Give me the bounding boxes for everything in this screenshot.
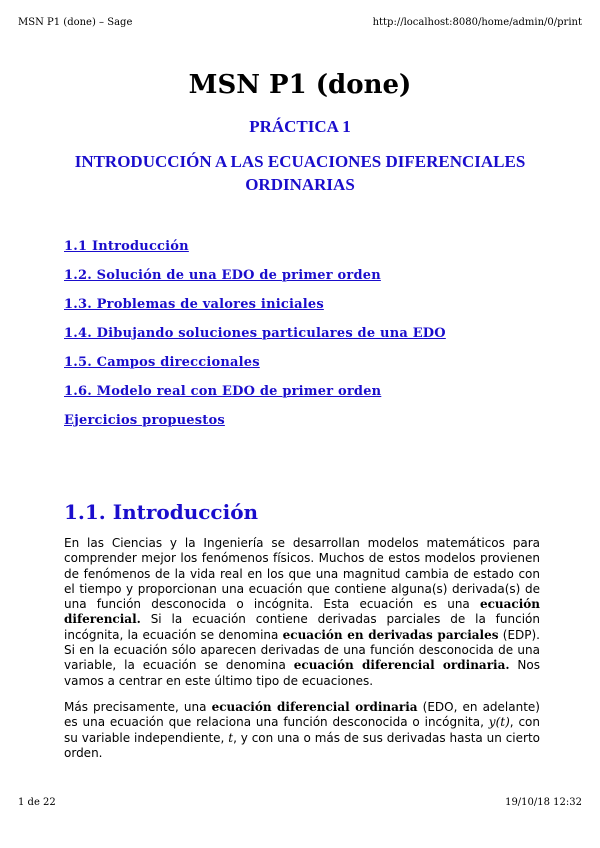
- term-edp: ecuación en derivadas parciales: [282, 627, 499, 642]
- toc-item: [64, 324, 446, 353]
- toc-link-valores-iniciales[interactable]: 1.3. Problemas de valores iniciales: [64, 297, 324, 312]
- print-timestamp: 19/10/18 12:32: [505, 797, 582, 808]
- text-run: , y con una o más de sus derivadas hasta un cierto orden.: [64, 730, 540, 760]
- term-ecuacion-diferencial: ecuación diferencial.: [64, 597, 540, 627]
- text-run: Si la ecuación contiene derivadas parciales de la función incógnita, la ecuación se denomina: [64, 612, 540, 642]
- practice-number: PRÁCTICA 1: [249, 117, 351, 136]
- page-counter: 1 de 22: [18, 797, 56, 808]
- text-run: Más precisamente, una: [64, 700, 212, 714]
- math-y-of-t: y(t): [488, 715, 510, 730]
- intro-paragraph: [64, 536, 540, 689]
- practice-title: INTRODUCCIÓN A LAS ECUACIONES DIFERENCIALES ORDINARIAS: [74, 152, 526, 194]
- toc-item: [64, 411, 446, 440]
- toc-link-modelo-real[interactable]: 1.6. Modelo real con EDO de primer orden: [64, 384, 382, 399]
- text-run: (EDP). Si en la ecuación sólo aparecen derivadas de una función desconocida de una variable, la ecuación se denomina: [64, 627, 540, 673]
- table-of-contents: [64, 237, 446, 440]
- math-t: t: [228, 730, 234, 745]
- text-run: Nos vamos a centrar en este último tipo de ecuaciones.: [64, 658, 540, 688]
- section-heading: 1.1. Introducción: [64, 500, 259, 524]
- term-edo: ecuación diferencial ordinaria.: [293, 658, 510, 673]
- definition-paragraph: [64, 700, 540, 761]
- toc-item: [64, 295, 446, 324]
- toc-item: [64, 382, 446, 411]
- toc-link-ejercicios[interactable]: Ejercicios propuestos: [64, 413, 225, 428]
- toc-item: [64, 266, 446, 295]
- toc-item: [64, 353, 446, 382]
- text-run: , con su variable independiente,: [64, 715, 540, 745]
- text-run: En las Ciencias y la Ingeniería se desarrollan modelos matemáticos para comprender mejor los fenómenos físicos. Muchos de estos modelos provienen de fenómenos de la vida real en los que una magnitud cambia de estado con el tiempo y proporcionan una ecuación que contiene alguna(s) derivada(s) de una función desconocida o incógnita. Esta ecuación es una: [64, 536, 540, 612]
- browser-page-title: MSN P1 (done) – Sage: [18, 17, 133, 28]
- toc-link-campos-direccionales[interactable]: 1.5. Campos direccionales: [64, 355, 260, 370]
- term-edo-definition: ecuación diferencial ordinaria: [211, 700, 418, 714]
- toc-link-soluciones-particulares[interactable]: 1.4. Dibujando soluciones particulares de una EDO: [64, 326, 446, 341]
- toc-item: [64, 237, 446, 266]
- page-url: http://localhost:8080/home/admin/0/print: [372, 17, 582, 28]
- toc-link-introduccion[interactable]: 1.1 Introducción: [64, 239, 189, 254]
- text-run: (EDO, en adelante) es una ecuación que relaciona una función desconocida o incógnita,: [64, 700, 540, 730]
- document-title: MSN P1 (done): [188, 70, 412, 100]
- toc-link-solucion-edo[interactable]: 1.2. Solución de una EDO de primer orden: [64, 268, 381, 283]
